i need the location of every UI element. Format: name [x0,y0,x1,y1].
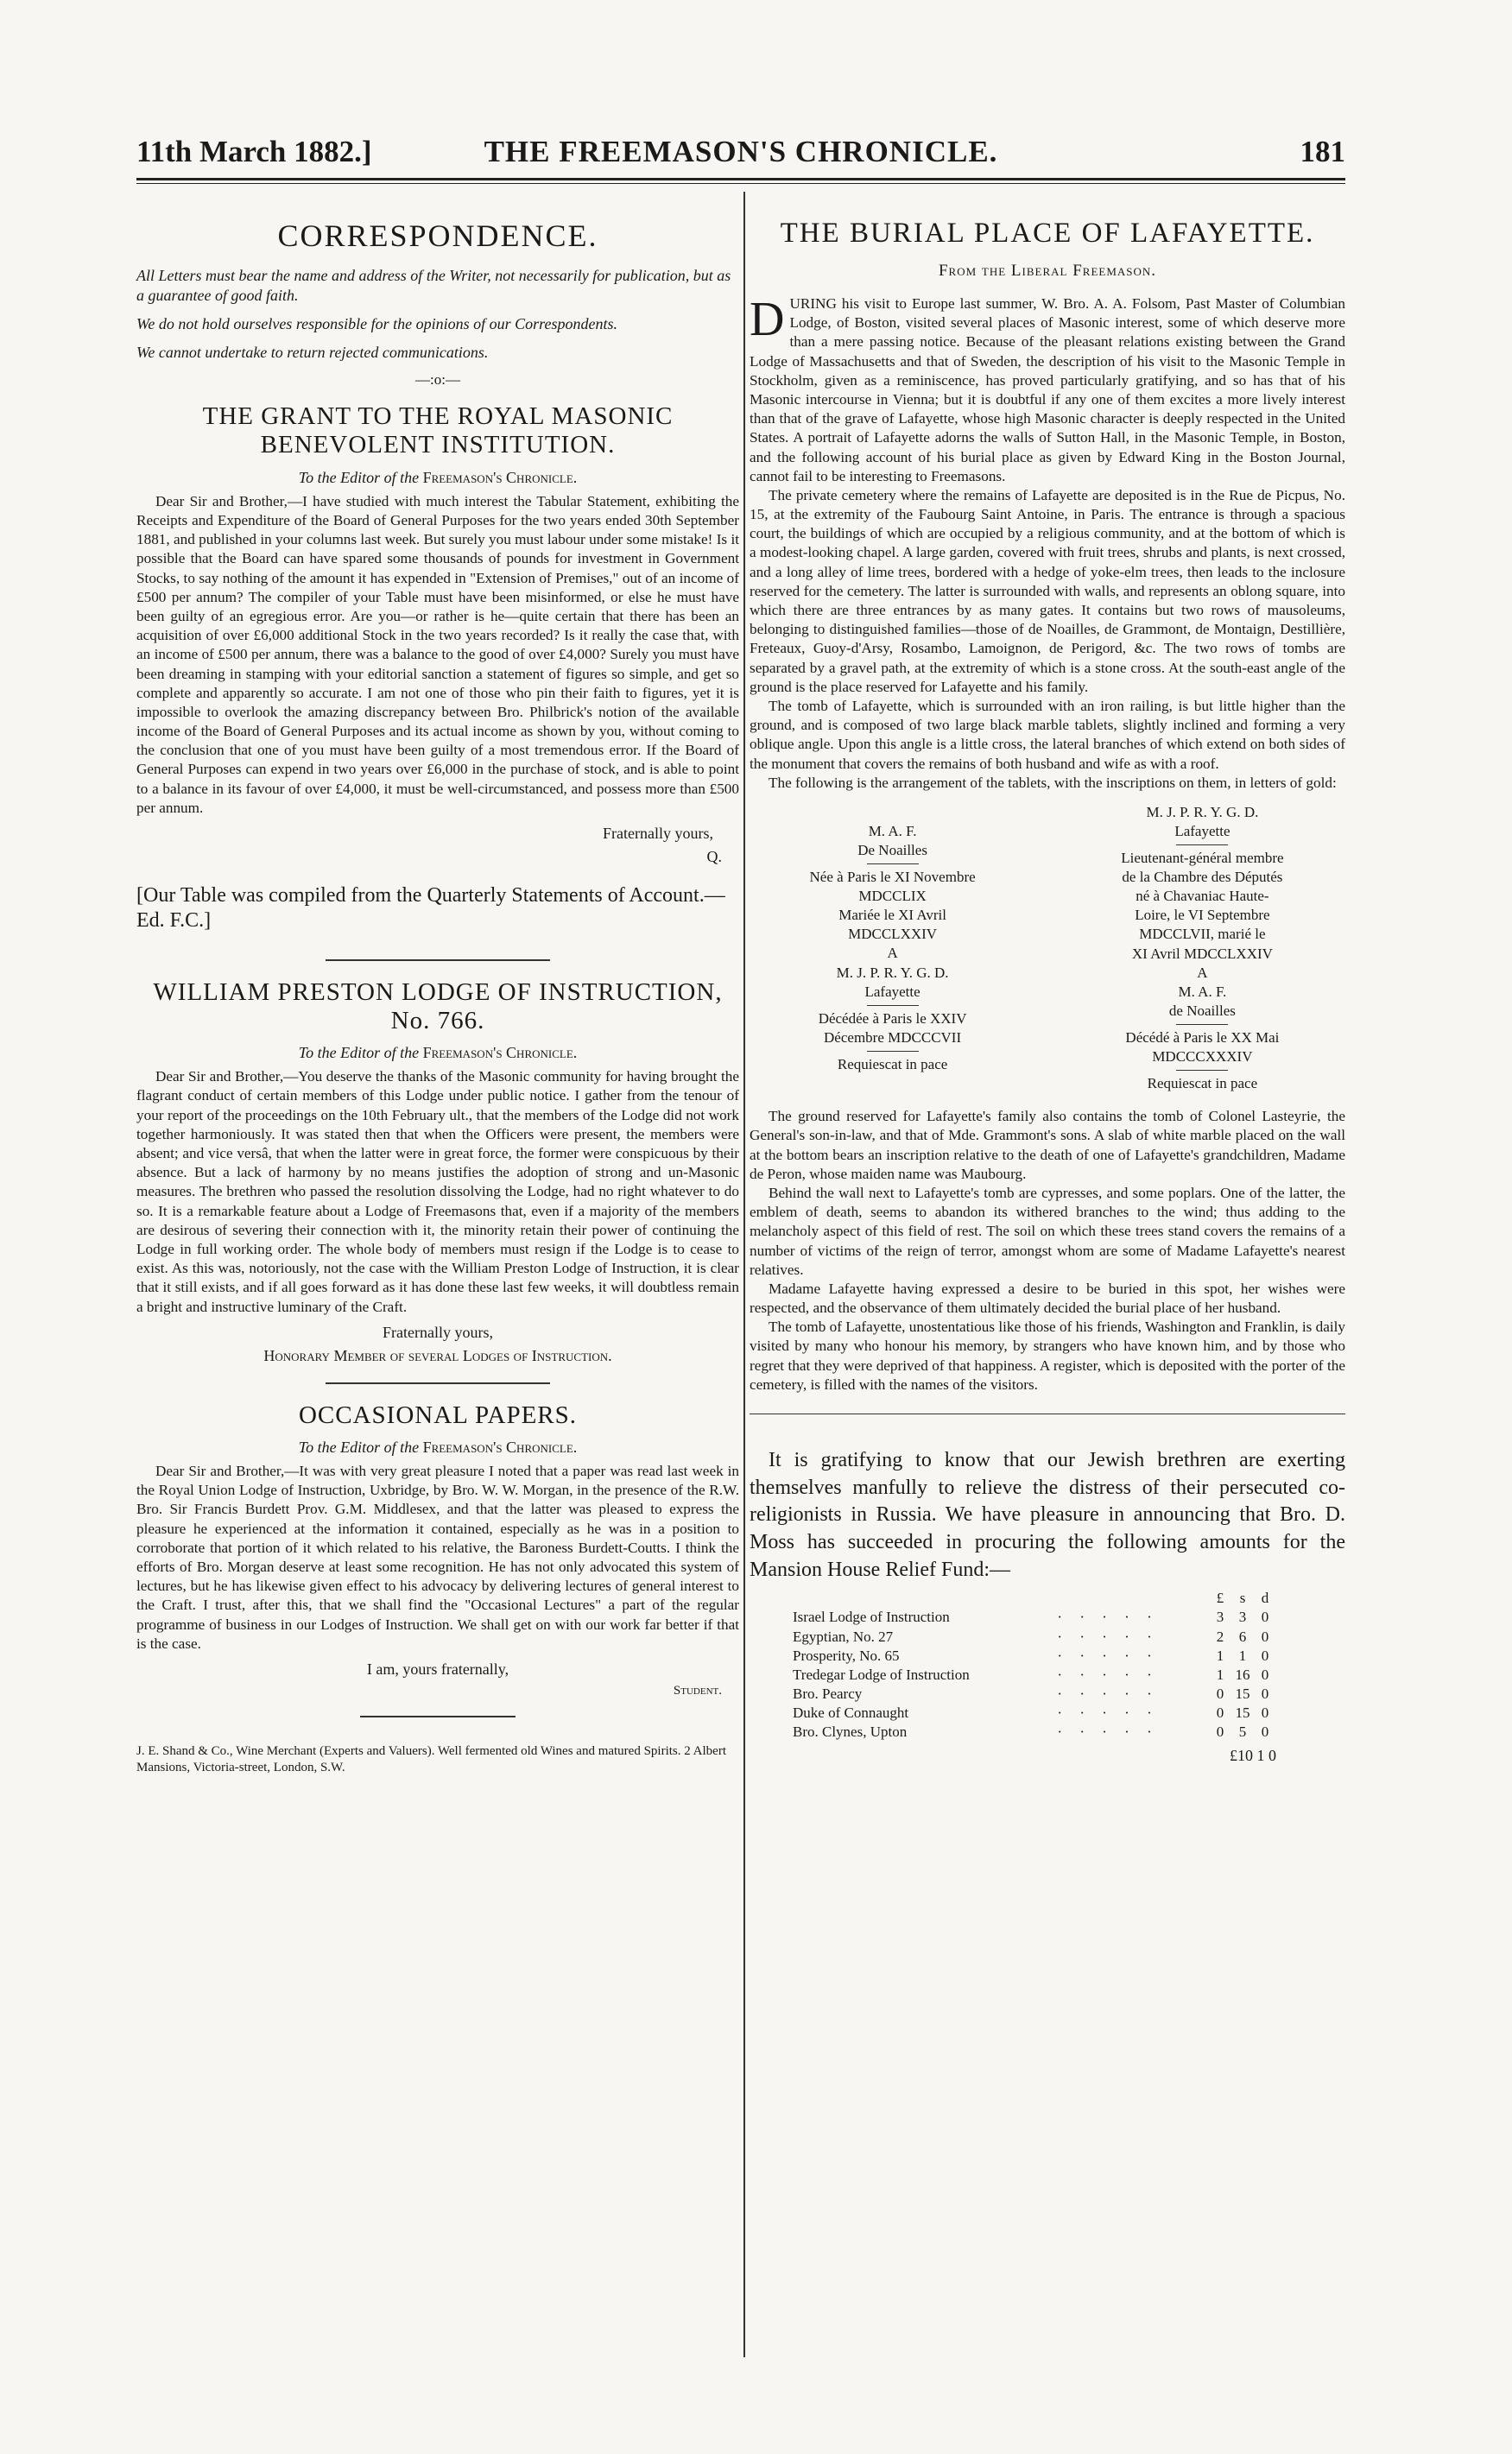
amount-pounds: 0 [1216,1704,1224,1721]
table-header-row [793,1589,1276,1608]
article-paragraph: Behind the wall next to Lafayette's tomb are cypresses, and some poplars. One of the latter, the emblem of death, seems to abandon its withered branches to the wind; thus adding to the melancholy aspect of this field of rest. The soil on which these trees stand covers the remains of a number of victims of the reign of terror, amongst whom are some of Madame Lafayette's nearest relatives. [750,1184,1345,1278]
relief-fund-table [793,1589,1276,1742]
article-paragraph: The tomb of Lafayette, unostentatious like those of his friends, Washington and Franklin, is daily visited by many who honour his memory, by strangers who have known him, and by those who regret that they were deprived of that happiness. A register, which is deposited with the porter of the cemetery, is filled with the names of the visitors. [750,1319,1346,1393]
tablet-right [1060,803,1345,1093]
tablet-line: MDCCLVII, marié le [1139,926,1266,943]
pounds-header: £ [1216,1590,1224,1607]
tablet-line: Loire, le VI Septembre [1135,907,1270,924]
amount-pounds: 0 [1216,1723,1224,1741]
page-number: 181 [1300,135,1345,168]
signoff: I am, yours fraternally, [366,1660,509,1678]
amount-pence: 0 [1261,1704,1269,1721]
drop-cap: D [750,293,785,346]
to-editor-paper: Freemason's Chronicle. [422,1044,578,1062]
table-row [793,1628,1276,1647]
table-row [793,1647,1276,1666]
relief-fund-total: £10 1 0 [1230,1747,1276,1765]
amount-pounds: 0 [1216,1685,1224,1702]
amount-shillings: 5 [1238,1723,1247,1741]
article-paragraph: The ground reserved for Lafayette's family also contains the tomb of Colonel Lasteyrie, the General's son-in-law, and that of Mde. Grammont's sons. A slab of white marble placed on the wall at the bottom bears an inscription relative to the death of one of Lafayette's grandchildren, Madame de Peron, whose maiden name was Maubourg. [750,1108,1345,1182]
article-paragraph: Dear Sir and Brother,—You deserve the thanks of the Masonic community for having brought the flagrant conduct of certain members of this Lodge under public notice. I gather from the tenour of your report of the proceedings on the 10th February ult., that the members of the Lodge did not work together harmoniously. It was stated then that when the Officers were present, the members were absent; and vice versâ, that when the latter were in great force, the former were conspicuous by their absence. But a lack of harmony by no means justifies the adoption of strong and un-Masonic measures. The brethren who passed the resolution dissolving the Lodge, had no right whatever to do so. It is a remarkable feature about a Lodge of Freemasons that, even if a majority of the members are desirous of severing their connection with it, the minority retain their power of continuing the Lodge in full working order. The whole body of members must resign if the Lodge is to cease to exist. As this was, notoriously, not the case with the William Preston Lodge of Instruction, it is clear that it still exists, and if all goes forward as it has done these last few weeks, it will doubtless remain a bright and instructive luminary of the Craft. [136,1068,739,1315]
to-editor-prefix: To the Editor of the [298,1044,420,1062]
amount-pence: 0 [1261,1609,1269,1626]
leader-dots: · · · · · [1057,1666,1159,1683]
to-editor-line [136,1044,739,1062]
masthead-rule-thin [136,183,1345,184]
tablet-separator [867,1005,919,1006]
tablet-line: XI Avril MDCCLXXIV [1131,945,1273,962]
amount-shillings: 15 [1235,1685,1250,1702]
amount-pence: 0 [1261,1723,1269,1741]
tablet-line: Mariée le XI Avril [838,907,946,924]
contributor-name: Tredegar Lodge of Instruction [793,1666,970,1683]
amount-shillings: 1 [1238,1647,1247,1664]
contributor-name: Prosperity, No. 65 [793,1647,900,1664]
tablet-separator [1176,1024,1228,1025]
article-paragraph [750,294,1345,486]
article-paragraph: The following is the arrangement of the tablets, with the inscriptions on them, in letters of gold: [769,774,1337,791]
amount-pence: 0 [1261,1647,1269,1664]
leader-dots: · · · · · [1057,1628,1159,1645]
contributor-name: Duke of Connaught [793,1704,909,1721]
contributor-name: Egyptian, No. 27 [793,1628,894,1645]
editor-note: [Our Table was compiled from the Quarterly Statements of Account.—Ed. F.C.] [136,884,725,932]
tablet-line: A [887,945,898,962]
tablet-line: Née à Paris le XI Novembre [809,869,976,886]
article-paragraph: Madame Lafayette having expressed a desire to be buried in this spot, her wishes were respected, and the observance of them ultimately decided the burial place of her husband. [750,1280,1345,1317]
leader-dots: · · · · · [1057,1647,1159,1664]
tablet-line: MDCCCXXXIV [1152,1048,1253,1065]
grant-article-title: THE GRANT TO THE ROYAL MASONIC BENEVOLENT INSTITUTION. [202,402,674,459]
signature: Student. [673,1683,722,1698]
contributor-name: Bro. Pearcy [793,1685,863,1702]
tablet-line: né à Chavaniac Haute- [1136,888,1269,905]
amount-pounds: 1 [1216,1666,1224,1683]
newspaper-title: THE FREEMASON'S CHRONICLE. [484,135,998,168]
tablet-separator [867,1051,919,1052]
column-divider [743,192,745,2357]
to-editor-paper: Freemason's Chronicle. [422,468,578,486]
amount-pounds: 1 [1216,1647,1224,1664]
tablet-line: M. J. P. R. Y. G. D. [1146,803,1259,820]
leader-dots: · · · · · [1057,1704,1159,1721]
table-row [793,1685,1276,1704]
tablet-line: Lieutenant-général membre [1121,850,1284,867]
tablet-line: Décédée à Paris le XXIV [818,1009,967,1027]
tablet-left [750,822,1035,1093]
article-paragraph: Dear Sir and Brother,—It was with very great pleasure I noted that a paper was read last week in the Royal Union Lodge of Instruction, Uxbridge, by Bro. W. W. Morgan, in the presence of the R.W. Bro. Sir Francis Burdett Prov. G.M. Middlesex, and that the latter was pleased to express the pleasure he experienced at the information it contained, especially as he was in a position to corroborate that portion of it which related to his relative, the Baroness Burdett-Coutts. I think the efforts of Bro. Morgan deserve at least some recognition. He has not only advocated this system of lectures, but he has likewise given effect to his advocacy by delivering lectures of general interest to the Craft. I trust, after this, that we shall find the "Occasional Lectures" a part of the regular programme of business in our Lodges of Instruction. We shall get on with our work far better if that is the case. [136,1463,739,1652]
source-line: From the Liberal Freemason. [938,262,1157,280]
tablet-line: de la Chambre des Députés [1122,869,1283,886]
signature: Honorary Member of several Lodges of Instruction. [263,1346,612,1364]
tablet-line: Décédé à Paris le XX Mai [1125,1028,1280,1046]
to-editor-paper: Freemason's Chronicle. [422,1439,578,1457]
amount-shillings: 16 [1235,1666,1250,1683]
amount-pence: 0 [1261,1628,1269,1645]
tablet-line: MDCCLXXIV [848,926,938,943]
tablet-line: M. A. F. [868,822,917,839]
table-row [793,1666,1276,1685]
shillings-header: s [1239,1590,1246,1607]
to-editor-prefix: To the Editor of the [298,1439,420,1457]
tablet-line: Décembre MDCCCVII [824,1028,962,1046]
amount-pounds: 2 [1216,1628,1224,1645]
to-editor-line [136,469,739,487]
lafayette-article-title: THE BURIAL PLACE OF LAFAYETTE. [780,218,1315,249]
ornament: —:o:— [415,371,460,389]
left-column [136,192,739,1775]
tablet-line: Requiescat in pace [1147,1075,1258,1092]
occasional-article-title: OCCASIONAL PAPERS. [298,1401,578,1429]
correspondence-note: We cannot undertake to return rejected communications. [136,344,489,362]
tablet-line: MDCCLIX [858,888,927,905]
signature: Q. [706,848,722,865]
correspondence-note: All Letters must bear the name and address of the Writer, not necessarily for publication, but as a guarantee of good faith. [136,267,731,305]
table-row [793,1608,1276,1627]
relief-fund-paragraph: It is gratifying to know that our Jewish brethren are exerting themselves manfully to relieve the distress of their persecuted co-religionists in Russia. We have pleasure in announcing that Bro. D. Moss has succeeded in procuring the following amounts for the Mansion House Relief Fund:— [750,1449,1345,1581]
section-rule [360,1716,516,1717]
section-rule [326,1382,550,1384]
tablet-line: Requiescat in pace [837,1055,948,1072]
correspondence-note: We do not hold ourselves responsible for the opinions of our Correspondents. [136,315,617,333]
to-editor-line [136,1439,739,1457]
leader-dots: · · · · · [1057,1609,1159,1626]
amount-shillings: 6 [1238,1628,1247,1645]
relief-fund-rows [793,1608,1276,1742]
section-rule [326,959,550,961]
amount-shillings: 3 [1238,1609,1247,1626]
signoff: Fraternally yours, [383,1323,493,1341]
leader-dots: · · · · · [1057,1685,1159,1702]
masthead-rule [136,178,1345,180]
leader-dots: · · · · · [1057,1723,1159,1741]
tablet-line: de Noailles [1168,1002,1236,1019]
amount-pence: 0 [1261,1685,1269,1702]
tablet-line: A [1197,964,1208,981]
table-row [793,1704,1276,1723]
tablet-line: M. A. F. [1178,983,1227,1000]
paragraph-text: URING his visit to Europe last summer, W. Bro. A. A. Folsom, Past Master of Columbian Lodge, of Boston, visited several places of Masonic interest, some of which deserve more than a mere passing notice. Because of the pleasant relations existing between the Grand Lodge of Massachusetts and that of Sweden, the description of his visit to the Masonic Temple in Stockholm, given as a reminiscence, has proved particularly gratifying, and so has that of his Masonic intercourse in Vienna; but it is doubtful if any one of them excites a more lively interest than that of the grave of Lafayette, whose high Masonic character is deeply respected in the United States. A portrait of Lafayette adorns the walls of Sutton Hall, in the Masonic Temple, in Boston, and the following account of his burial place as given by Edward King in the Boston Journal, cannot fail to be interesting to Freemasons. [750,295,1345,484]
article-paragraph: The tomb of Lafayette, which is surrounded with an iron railing, is but little higher than the ground, and is composed of two large black marble tablets, slightly inclined and forming a very oblique angle. Upon this angle is a little cross, the lateral branches of which extend on both sides of the monument that covers the remains of both husband and wife as with a roof. [750,697,1345,772]
tablet-line: Lafayette [864,983,920,1000]
table-row [793,1723,1276,1742]
amount-shillings: 15 [1235,1704,1250,1721]
amount-pence: 0 [1261,1666,1269,1683]
article-paragraph: Dear Sir and Brother,—I have studied with much interest the Tabular Statement, exhibiting the Receipts and Expenditure of the Board of General Purposes for the two years ended 30th September 1881, and published in your columns last week. But surely you must labour under some mistake! Is it possible that the Board can have spared some thousands of pounds for investment in Government Stocks, to say nothing of the amount it has expended in "Extension of Premises," out of an income of £500 per annum? The compiler of your Table must have been misinformed, or else he must have been guilty of an egregious error. Are you—or rather is he—quite certain that there has been an acquisition of over £6,000 additional Stock in the two years recorded? Is it really the case that, with an income of £500 per annum, there was a balance to the good of over £4,000? Surely you must have been dreaming in stamping with your editorial sanction a statement of figures so simple, and get so complete and apparently so accurate. I am not one of those who pin their faith to figures, yet it is impossible to overlook the amazing discrepancy between Bro. Philbrick's notion of the available income of the Board of General Purposes and its actual income as shown by you, without coming to the conclusion that one of you must have been guilty of a most tremendous error. If the Board of General Purposes can expend in two years over £6,000 in the purchase of stock, and is able to point to a balance in its favour of over £4,000, it must be well-circumstanced, and possess more than £500 per annum. [136,492,739,816]
tablet-separator [867,863,919,864]
tablet-separator [1176,1070,1228,1071]
tablet-line: M. J. P. R. Y. G. D. [836,964,949,981]
tablet-separator [1176,844,1228,845]
issue-date: 11th March 1882.] [136,135,372,168]
tablet-line: De Noailles [857,841,927,858]
pence-header: d [1261,1590,1269,1607]
advertisement: J. E. Shand & Co., Wine Merchant (Experts and Valuers). Well fermented old Wines and matured Spirits. 2 Albert Mansions, Victoria-street, London, S.W. [136,1743,727,1774]
masthead [136,135,1345,178]
amount-pounds: 3 [1216,1609,1224,1626]
signoff: Fraternally yours, [603,825,713,842]
right-column [750,192,1345,1765]
tablet-line: Lafayette [1174,822,1230,839]
article-paragraph: The private cemetery where the remains of Lafayette are deposited is in the Rue de Picpus, No. 15, at the extremity of the Faubourg Saint Antoine, in Paris. The entrance is through a spacious court, the buildings of which are occupied by a religious community, and at the bottom of which is a modest-looking chapel. A large garden, covered with fruit trees, shrubs and plants, is next crossed, and a long alley of lime trees, bordered with a hedge of yoke-elm trees, then leads to the inclosure reserved for the cemetery. The latter is surrounded with walls, and represents an oblong square, into which there are three entrances by as many gates. It contains but two rows of mausoleums, belonging to distinguished families—those of de Noailles, de Grammont, de Montaign, Destillière, Freteaux, Guoy-d'Arsy, Rosambo, Lamoignon, de Perigord, &c. The two rows of tombs are separated by a gravel path, at the extremity of which is a stone cross. At the south-east angle of the ground is the place reserved for Lafayette and his family. [750,486,1345,695]
contributor-name: Bro. Clynes, Upton [793,1723,908,1741]
to-editor-prefix: To the Editor of the [298,468,420,486]
correspondence-title: CORRESPONDENCE. [277,218,598,253]
preston-article-title: WILLIAM PRESTON LODGE OF INSTRUCTION, No. 766. [153,977,723,1034]
contributor-name: Israel Lodge of Instruction [793,1609,950,1626]
tomb-inscriptions [750,803,1345,1093]
